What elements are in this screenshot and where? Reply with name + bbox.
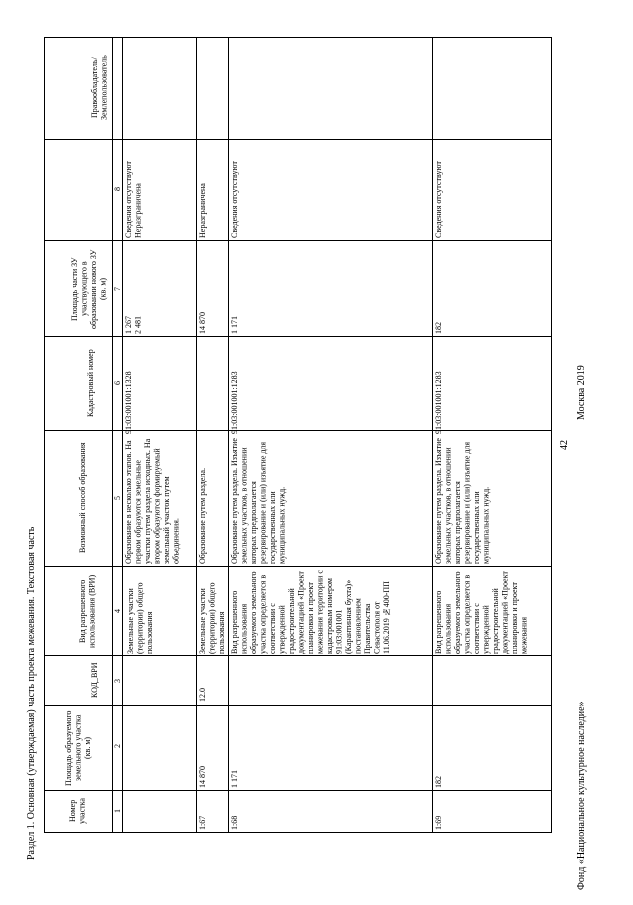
table-line <box>228 37 229 833</box>
cell-vri-code: 12.0 <box>198 688 207 702</box>
header-vri: Вид разрешенного использования (ВРИ) <box>78 574 97 648</box>
table-line <box>44 430 552 431</box>
table-line <box>44 240 552 241</box>
cell-cadastral-number: 91:03:001001:1328 <box>124 371 133 434</box>
cell-plot-number: 1:67 <box>198 815 207 830</box>
table-line <box>44 37 45 833</box>
table-line <box>44 139 552 140</box>
header-vri-code: КОД_ВРИ <box>90 662 99 698</box>
table-line <box>196 37 197 833</box>
cell-area: 1 171 <box>230 770 239 788</box>
header-area: Площадь образуемого земельного участка (кв. м) <box>64 710 92 786</box>
table-line <box>551 37 552 833</box>
column-number: 1 <box>113 809 122 813</box>
column-number: 3 <box>113 679 122 683</box>
cell-vri: Земельные участки (территории) общего пользования <box>198 582 226 654</box>
cell-formation-method: Образование путем раздела. <box>198 468 207 564</box>
cell-plot-number: 1:68 <box>230 815 239 830</box>
header-plot-number: Номер участка <box>68 798 87 824</box>
cell-formation-method: Образование путем раздела. Изъятие земельных участков, в отношении которых предполагается резервирование и (или) изъятие для государственных или муниципальных нужд. <box>230 438 287 564</box>
header-owner: Правообладатель/Землепользователь <box>90 55 109 121</box>
cell-area: 182 <box>434 776 443 788</box>
column-number: 8 <box>113 187 122 191</box>
table-line <box>122 37 123 833</box>
footer-organization: Фонд «Национальное культурное наследие» <box>576 701 587 890</box>
header-part-area: Площадь части ЗУ участвующего в образовании нового ЗУ (кв. м) <box>70 249 108 329</box>
column-number: 4 <box>113 609 122 613</box>
cell-part-area: 182 <box>434 322 443 334</box>
cell-plot-number: 1:69 <box>434 815 443 830</box>
table-line <box>44 336 552 337</box>
cell-vri: Земельные участки (территории) общего пользования <box>126 582 154 654</box>
section-title: Раздел 1. Основная (утверждаемая) часть проекта межевания. Текстовая часть <box>26 526 37 860</box>
cell-formation-method: Образование в несколько этапов. На первом образуются земельные участки путем раздела исходных. На втором образуются формируемый земельный участок путем объединения. <box>124 438 181 564</box>
table-line <box>432 37 433 833</box>
cell-vri: Вид разрешенного использования образуемого земельного участка определяется в соответствии с утвержденной градостроительной документацией «Проект планировки и проект межевания <box>434 571 529 654</box>
cell-formation-method: Образование путем раздела. Изъятие земельных участков, в отношении которых предполагается резервирование и (или) изъятие для государственных или муниципальных нужд. <box>434 438 491 564</box>
cell-vri: Вид разрешенного использования образуемого земельного участка определяется в соответствии с утвержденной градостроительной документацией «Проект планировки и проект межевания территории с кадастровым номером 91:03:001001 (Карантинная бухта)» постановлением Правительства Севастополя от 11.06.2019 №400-ПП <box>230 570 391 654</box>
table-line <box>44 705 552 706</box>
cell-cadastral-number: 91:03:001001:1283 <box>434 371 443 434</box>
cell-area: 14 870 <box>198 766 207 788</box>
table-line <box>112 37 113 833</box>
header-formation-method: Возможный способ образования <box>78 442 87 554</box>
cell-cadastral-number: 91:03:001001:1283 <box>230 371 239 434</box>
column-number: 2 <box>113 744 122 748</box>
table-line <box>44 655 552 656</box>
cell-part-area: 14 870 <box>198 312 207 334</box>
table-line <box>44 790 552 791</box>
cell-part-area: 1 171 <box>230 316 239 334</box>
column-number: 7 <box>113 287 122 291</box>
table-line <box>44 566 552 567</box>
column-number: 6 <box>113 381 122 385</box>
footer-city-year: Москва 2019 <box>576 365 587 420</box>
cell-owner: Сведения отсутствуют Неразграничена <box>124 161 143 238</box>
page-number: 42 <box>559 440 570 450</box>
header-cadastral-number: Кадастровый номер <box>86 349 95 417</box>
table-line <box>44 832 552 833</box>
cell-owner: Сведения отсутствуют <box>230 161 239 238</box>
column-number: 5 <box>113 496 122 500</box>
cell-owner: Сведения отсутствуют <box>434 161 443 238</box>
cell-part-area: 1 267 2 481 <box>124 316 143 334</box>
table-line <box>44 37 552 38</box>
cell-owner: Неразграничена <box>198 183 207 238</box>
